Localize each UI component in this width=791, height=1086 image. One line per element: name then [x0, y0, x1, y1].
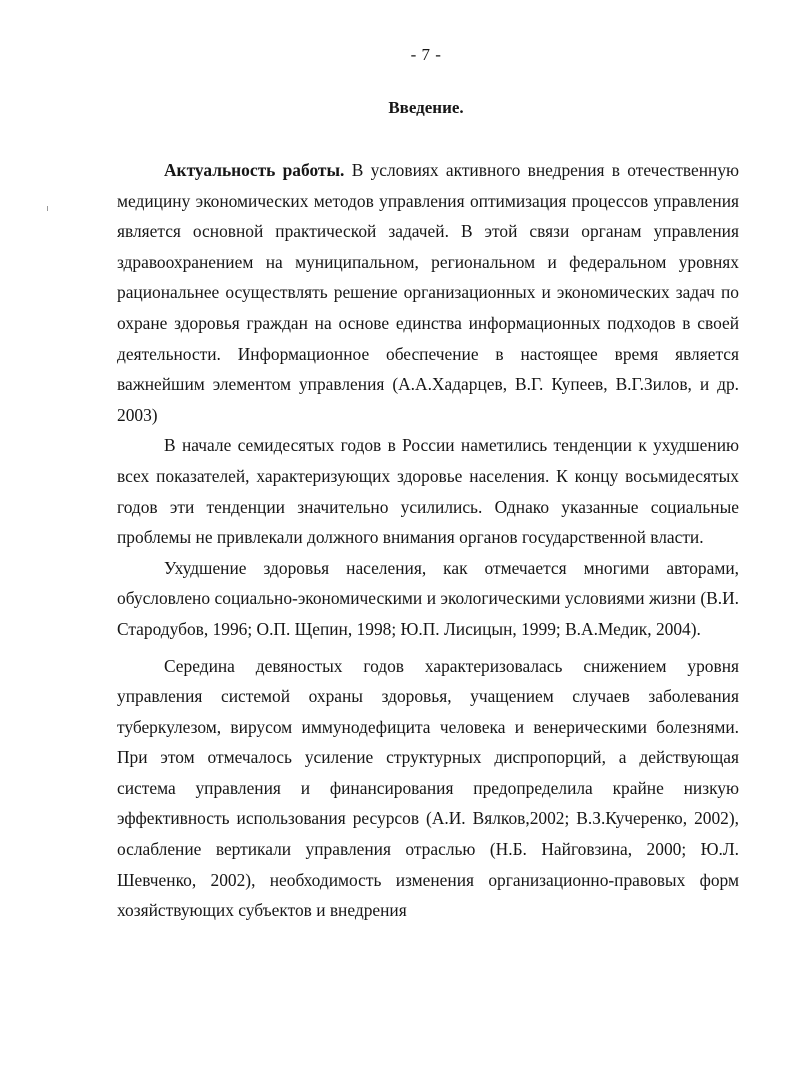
paragraph-relevance	[117, 155, 739, 430]
paragraph-seventies: В начале семидесятых годов в России наметились тенденции к ухудшению всех показателей, характеризующих здоровье населения. К концу восьмидесятых годов эти тенденции значительно усилились. Однако указанные социальные проблемы не привлекали должного внимания органов государственной власти.	[117, 435, 739, 548]
page-number: - 7 -	[410, 45, 442, 64]
body-text	[117, 155, 739, 926]
paragraph-health-decline: Ухудшение здоровья населения, как отмечается многими авторами, обусловлено социально-экономическими и экологическими условиями жизни (В.И. Стародубов, 1996; О.П. Щепин, 1998; Ю.П. Лисицын, 1999; В.А.Медик, 2004).	[117, 557, 739, 639]
section-heading: Введение.	[388, 98, 464, 117]
margin-mark	[47, 206, 48, 211]
paragraph-text: В условиях активного внедрения в отечественную медицину экономических методов управления оптимизация процессов управления является основной практической задачей. В этой связи органам управления здравоохранением на муниципальном, региональном и федеральном уровнях рациональнее осуществлять решение организационных и экономических задач по охране здоровья граждан на основе единства информационных подходов в своей деятельности. Информационное обеспечение в настоящее время является важнейшим элементом управления (А.А.Хадарцев, В.Г. Купеев, В.Г.Зилов, и др. 2003)	[117, 160, 740, 425]
paragraph-nineties: Середина девяностых годов характеризовалась снижением уровня управления системой охраны здоровья, учащением случаев заболевания туберкулезом, вирусом иммунодефицита человека и венерическими болезнями. При этом отмечалось усиление структурных диспропорций, а действующая система управления и финансирования предопределила крайне низкую эффективность использования ресурсов (А.И. Вялков,2002; В.З.Кучеренко, 2002), ослабление вертикали управления отраслью (Н.Б. Найговзина, 2000; Ю.Л. Шевченко, 2002), необходимость изменения организационно-правовых форм хозяйствующих субъектов и внедрения	[117, 655, 739, 921]
paragraph-lead: Актуальность работы.	[164, 160, 345, 180]
